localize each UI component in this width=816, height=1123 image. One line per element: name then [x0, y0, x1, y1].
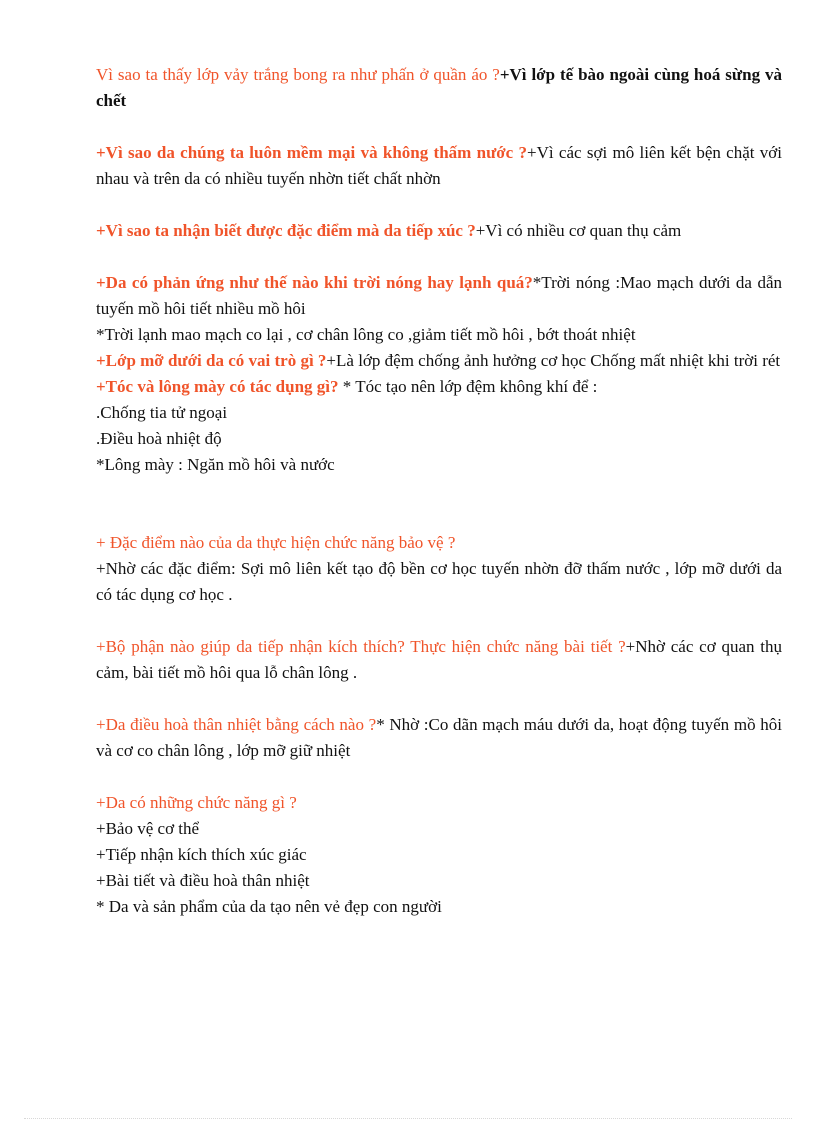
qa-block-4 [96, 270, 782, 322]
answer-7: +Nhờ các đặc điểm: Sợi mô liên kết tạo độ bền cơ học tuyến nhờn đỡ thấm nước , lớp mỡ dưới da có tác dụng cơ học . [96, 559, 782, 604]
answer-4: *Trời nóng :Mao mạch dưới da dẫn tuyến mồ hôi tiết nhiều mồ hôi [96, 273, 782, 318]
question-8: +Bộ phận nào giúp da tiếp nhận kích thích? Thực hiện chức năng bài tiết ? [96, 637, 626, 656]
qa-block-5 [96, 348, 782, 374]
question-2: +Vì sao da chúng ta luôn mềm mại và không thấm nước ? [96, 143, 528, 162]
answer-5: +Là lớp đệm chống ảnh hưởng cơ học Chống mất nhiệt khi trời rét [326, 351, 781, 370]
question-1: Vì sao ta thấy lớp vảy trắng bong ra như phấn ở quần áo ? [96, 65, 500, 84]
answer-4-cold: *Trời lạnh mao mạch co lại , cơ chân lông co ,giảm tiết mồ hôi , bớt thoát nhiệt [96, 325, 636, 344]
question-4: +Da có phản ứng như thế nào khi trời nóng hay lạnh quá? [96, 273, 533, 292]
answer-10-line-1: +Bảo vệ cơ thể [96, 819, 200, 838]
answer-1: +Vì lớp tế bào ngoài cùng hoá sừng và chết [96, 65, 782, 110]
answer-6-line-1: .Chống tia tử ngoại [96, 403, 228, 422]
answer-8: +Nhờ các cơ quan thụ cảm, bài tiết mồ hôi qua lỗ chân lông . [96, 637, 782, 682]
question-10-text: +Da có những chức năng gì ? [96, 793, 297, 812]
answer-2: +Vì các sợi mô liên kết bện chặt với nhau và trên da có nhiều tuyến nhờn tiết chất nhờn [96, 143, 783, 188]
answer-3: +Vì có nhiều cơ quan thụ cảm [475, 221, 682, 240]
question-7-text: + Đặc điểm nào của da thực hiện chức năng bảo vệ ? [96, 533, 456, 552]
document-page [96, 62, 782, 920]
qa-block-8 [96, 634, 782, 686]
answer-10-line-2: +Tiếp nhận kích thích xúc giác [96, 845, 307, 864]
answer-9: * Nhờ :Co dãn mạch máu dưới da, hoạt động tuyến mồ hôi và cơ co chân lông , lớp mỡ giữ nhiệt [96, 715, 782, 760]
question-3: +Vì sao ta nhận biết được đặc điểm mà da tiếp xúc ? [96, 221, 476, 240]
qa-block-6 [96, 374, 782, 400]
answer-6-line-2: .Điều hoà nhiệt độ [96, 429, 222, 448]
question-10 [96, 790, 782, 816]
qa-block-9 [96, 712, 782, 764]
question-7 [96, 530, 782, 556]
answer-6: * Tóc tạo nên lớp đệm không khí để : [338, 377, 598, 396]
qa-block-2 [96, 140, 782, 192]
qa-block-3 [96, 218, 782, 244]
answer-6-line-3: *Lông mày : Ngăn mồ hôi và nước [96, 455, 335, 474]
answer-10-line-3: +Bài tiết và điều hoà thân nhiệt [96, 871, 310, 890]
question-9: +Da điều hoà thân nhiệt bằng cách nào ? [96, 715, 377, 734]
answer-10-line-4: * Da và sản phẩm của da tạo nên vẻ đẹp con người [96, 897, 442, 916]
question-5: +Lớp mỡ dưới da có vai trò gì ? [96, 351, 327, 370]
question-6: +Tóc và lông mày có tác dụng gì? [96, 377, 339, 396]
qa-block-1 [96, 62, 782, 114]
page-bottom-divider [24, 1118, 792, 1119]
